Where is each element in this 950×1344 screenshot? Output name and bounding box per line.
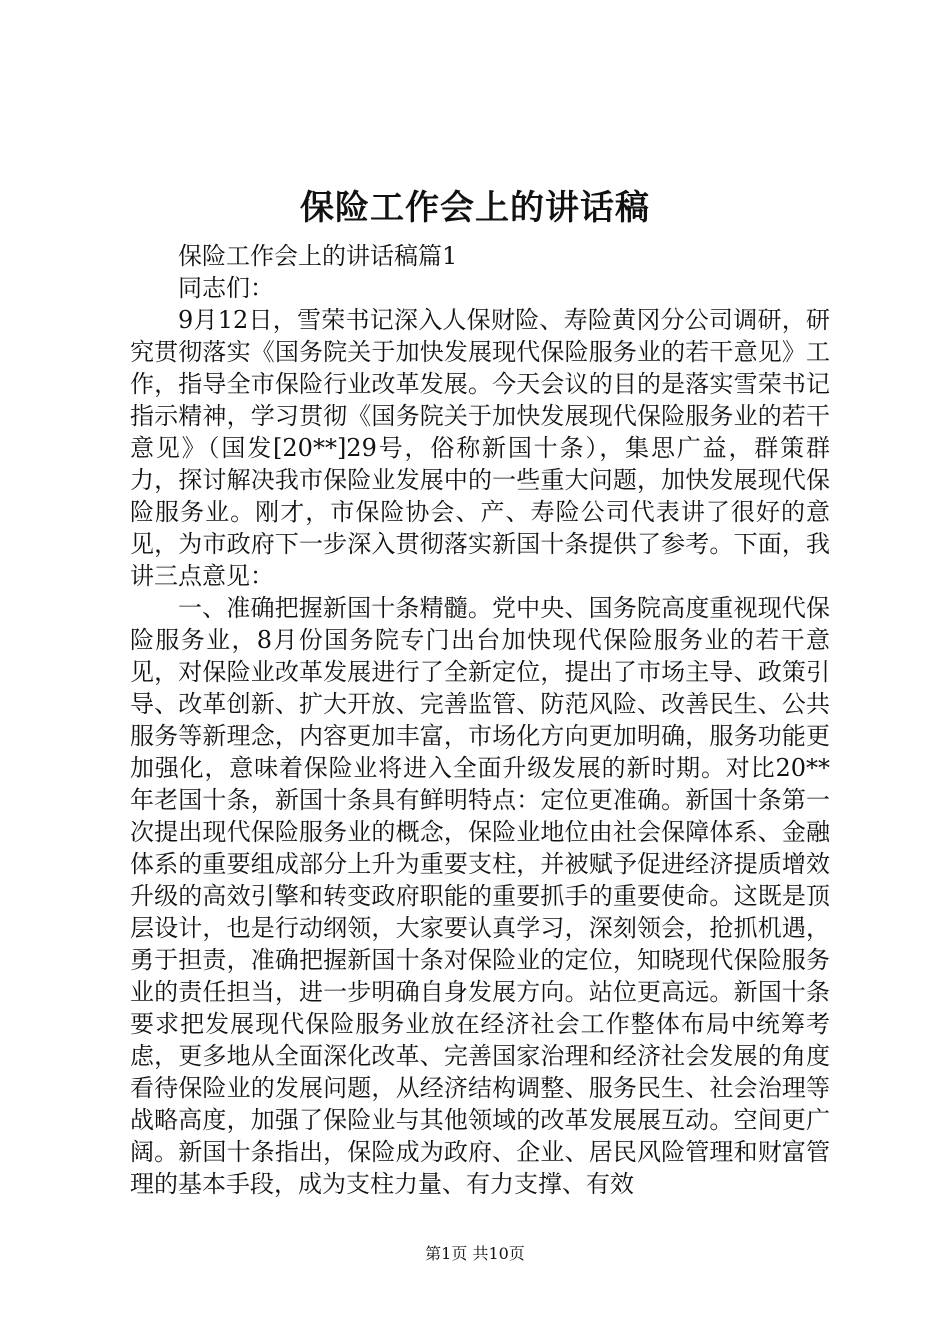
paragraph-intro: 9月12日，雪荣书记深入人保财险、寿险黄冈分公司调研，研究贯彻落实《国务院关于加快发展现代保险服务业的若干意见》工作，指导全市保险行业改革发展。今天会议的目的是落实雪荣书记指示精神，学习贯彻《国务院关于加快发展现代保险服务业的若干意见》（国发[20**]29号，俗称新国十条），集思广益，群策群力，探讨解决我市保险业发展中的一些重大问题，加快发展现代保险服务业。刚才，市保险协会、产、寿险公司代表讲了很好的意见，为市政府下一步深入贯彻落实新国十条提供了参考。下面，我讲三点意见：	[130, 306, 830, 590]
document-body	[130, 240, 830, 1200]
document-title: 保险工作会上的讲话稿	[300, 188, 650, 228]
salutation: 同志们：	[178, 274, 274, 302]
section-heading: 保险工作会上的讲话稿篇1	[178, 242, 458, 270]
page-footer: 第1页 共10页	[425, 1244, 525, 1263]
paragraph-point-one: 一、准确把握新国十条精髓。党中央、国务院高度重视现代保险服务业，8月份国务院专门出台加快现代保险服务业的若干意见，对保险业改革发展进行了全新定位，提出了市场主导、政策引导、改革创新、扩大开放、完善监管、防范风险、改善民生、公共服务等新理念，内容更加丰富，市场化方向更加明确，服务功能更加强化，意味着保险业将进入全面升级发展的新时期。对比20**年老国十条，新国十条具有鲜明特点：定位更准确。新国十条第一次提出现代保险服务业的概念，保险业地位由社会保障体系、金融体系的重要组成部分上升为重要支柱，并被赋予促进经济提质增效升级的高效引擎和转变政府职能的重要抓手的重要使命。这既是顶层设计，也是行动纲领，大家要认真学习，深刻领会，抢抓机遇，勇于担责，准确把握新国十条对保险业的定位，知晓现代保险服务业的责任担当，进一步明确自身发展方向。站位更高远。新国十条要求把发展现代保险服务业放在经济社会工作整体布局中统筹考虑，更多地从全面深化改革、完善国家治理和经济社会发展的角度看待保险业的发展问题，从经济结构调整、服务民生、社会治理等战略高度，加强了保险业与其他领域的改革发展展互动。空间更广阔。新国十条指出，保险成为政府、企业、居民风险管理和财富管理的基本手段，成为支柱力量、有力支撑、有效	[130, 594, 830, 1198]
